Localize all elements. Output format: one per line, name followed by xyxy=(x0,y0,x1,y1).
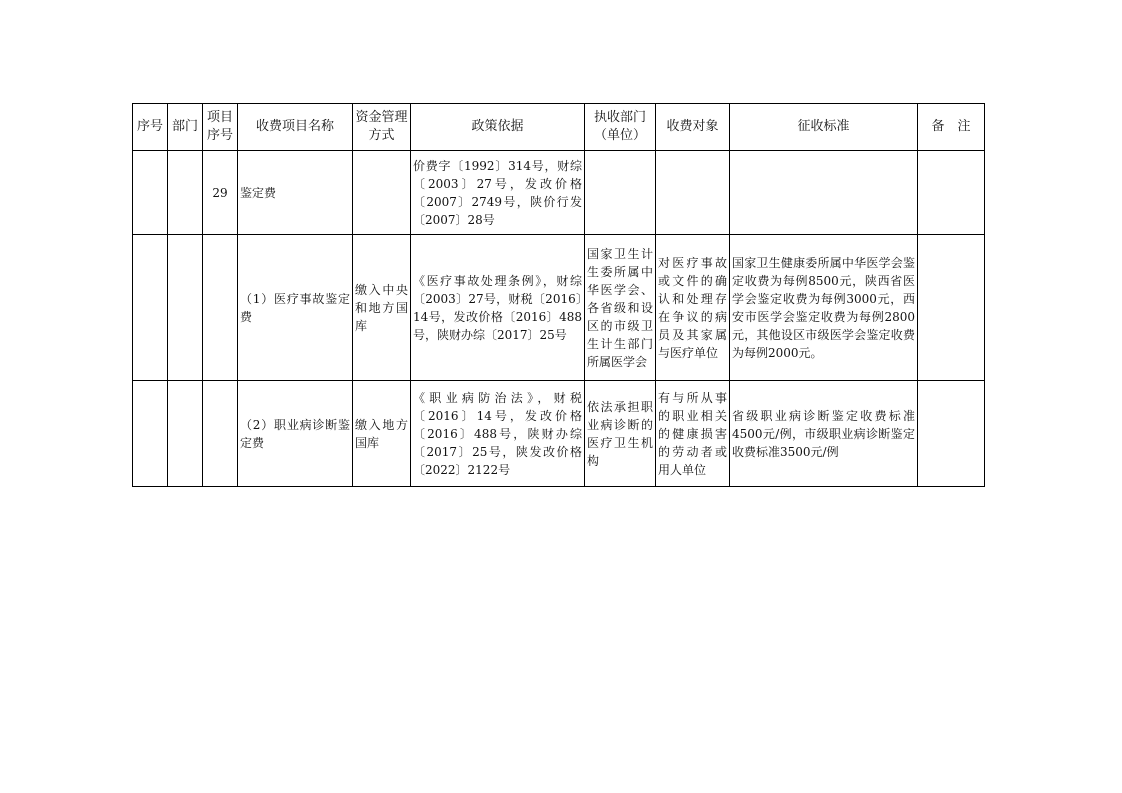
cell-item-seq xyxy=(203,381,238,487)
cell-remarks xyxy=(918,235,985,381)
cell-seq xyxy=(133,381,168,487)
cell-item-seq xyxy=(203,235,238,381)
cell-seq xyxy=(133,151,168,235)
cell-remarks xyxy=(918,381,985,487)
fee-table xyxy=(132,103,985,487)
cell-fund-mgmt xyxy=(353,151,411,235)
cell-standard xyxy=(730,151,918,235)
cell-dept xyxy=(168,151,203,235)
cell-dept xyxy=(168,381,203,487)
header-remarks: 备 注 xyxy=(918,104,985,151)
header-collector: 执收部门 （单位） xyxy=(585,104,656,151)
cell-seq xyxy=(133,235,168,381)
cell-policy-basis: 《职业病防治法》，财税〔2016〕14号，发改价格〔2016〕488号，陕财办综〔2017〕25号，陕发改价格〔2022〕2122号 xyxy=(411,381,585,487)
header-item-seq: 项目 序号 xyxy=(203,104,238,151)
cell-standard: 国家卫生健康委所属中华医学会鉴定收费为每例8500元，陕西省医学会鉴定收费为每例3000元，西安市医学会鉴定收费为每例2800元，其他设区市级医学会鉴定收费为每例2000元。 xyxy=(730,235,918,381)
header-standard: 征收标准 xyxy=(730,104,918,151)
cell-policy-basis: 《医疗事故处理条例》，财综〔2003〕27号，财税〔2016〕14号，发改价格〔2016〕488号，陕财办综〔2017〕25号 xyxy=(411,235,585,381)
header-fund-mgmt: 资金管理 方式 xyxy=(353,104,411,151)
cell-standard: 省级职业病诊断鉴定收费标准4500元/例，市级职业病诊断鉴定收费标准3500元/例 xyxy=(730,381,918,487)
header-policy-basis: 政策依据 xyxy=(411,104,585,151)
table-row xyxy=(133,381,985,487)
cell-item-seq: 29 xyxy=(203,151,238,235)
table-row xyxy=(133,151,985,235)
cell-remarks xyxy=(918,151,985,235)
cell-fund-mgmt: 缴入地方国库 xyxy=(353,381,411,487)
cell-collector xyxy=(585,151,656,235)
cell-collector: 依法承担职业病诊断的医疗卫生机构 xyxy=(585,381,656,487)
cell-item-name: 鉴定费 xyxy=(238,151,353,235)
cell-item-name: （2）职业病诊断鉴定费 xyxy=(238,381,353,487)
header-dept: 部门 xyxy=(168,104,203,151)
cell-dept xyxy=(168,235,203,381)
header-item-name: 收费项目名称 xyxy=(238,104,353,151)
cell-item-name: （1）医疗事故鉴定费 xyxy=(238,235,353,381)
table-header-row xyxy=(133,104,985,151)
cell-payer: 对医疗事故或文件的确认和处理存在争议的病员及其家属与医疗单位 xyxy=(656,235,730,381)
cell-payer: 有与所从事的职业相关的健康损害的劳动者或用人单位 xyxy=(656,381,730,487)
header-seq: 序号 xyxy=(133,104,168,151)
header-payer: 收费对象 xyxy=(656,104,730,151)
cell-policy-basis: 价费字〔1992〕314号，财综〔2003〕27号，发改价格〔2007〕2749号，陕价行发〔2007〕28号 xyxy=(411,151,585,235)
cell-fund-mgmt: 缴入中央和地方国库 xyxy=(353,235,411,381)
cell-payer xyxy=(656,151,730,235)
table-row xyxy=(133,235,985,381)
cell-collector: 国家卫生计生委所属中华医学会、各省级和设区的市级卫生计生部门所属医学会 xyxy=(585,235,656,381)
